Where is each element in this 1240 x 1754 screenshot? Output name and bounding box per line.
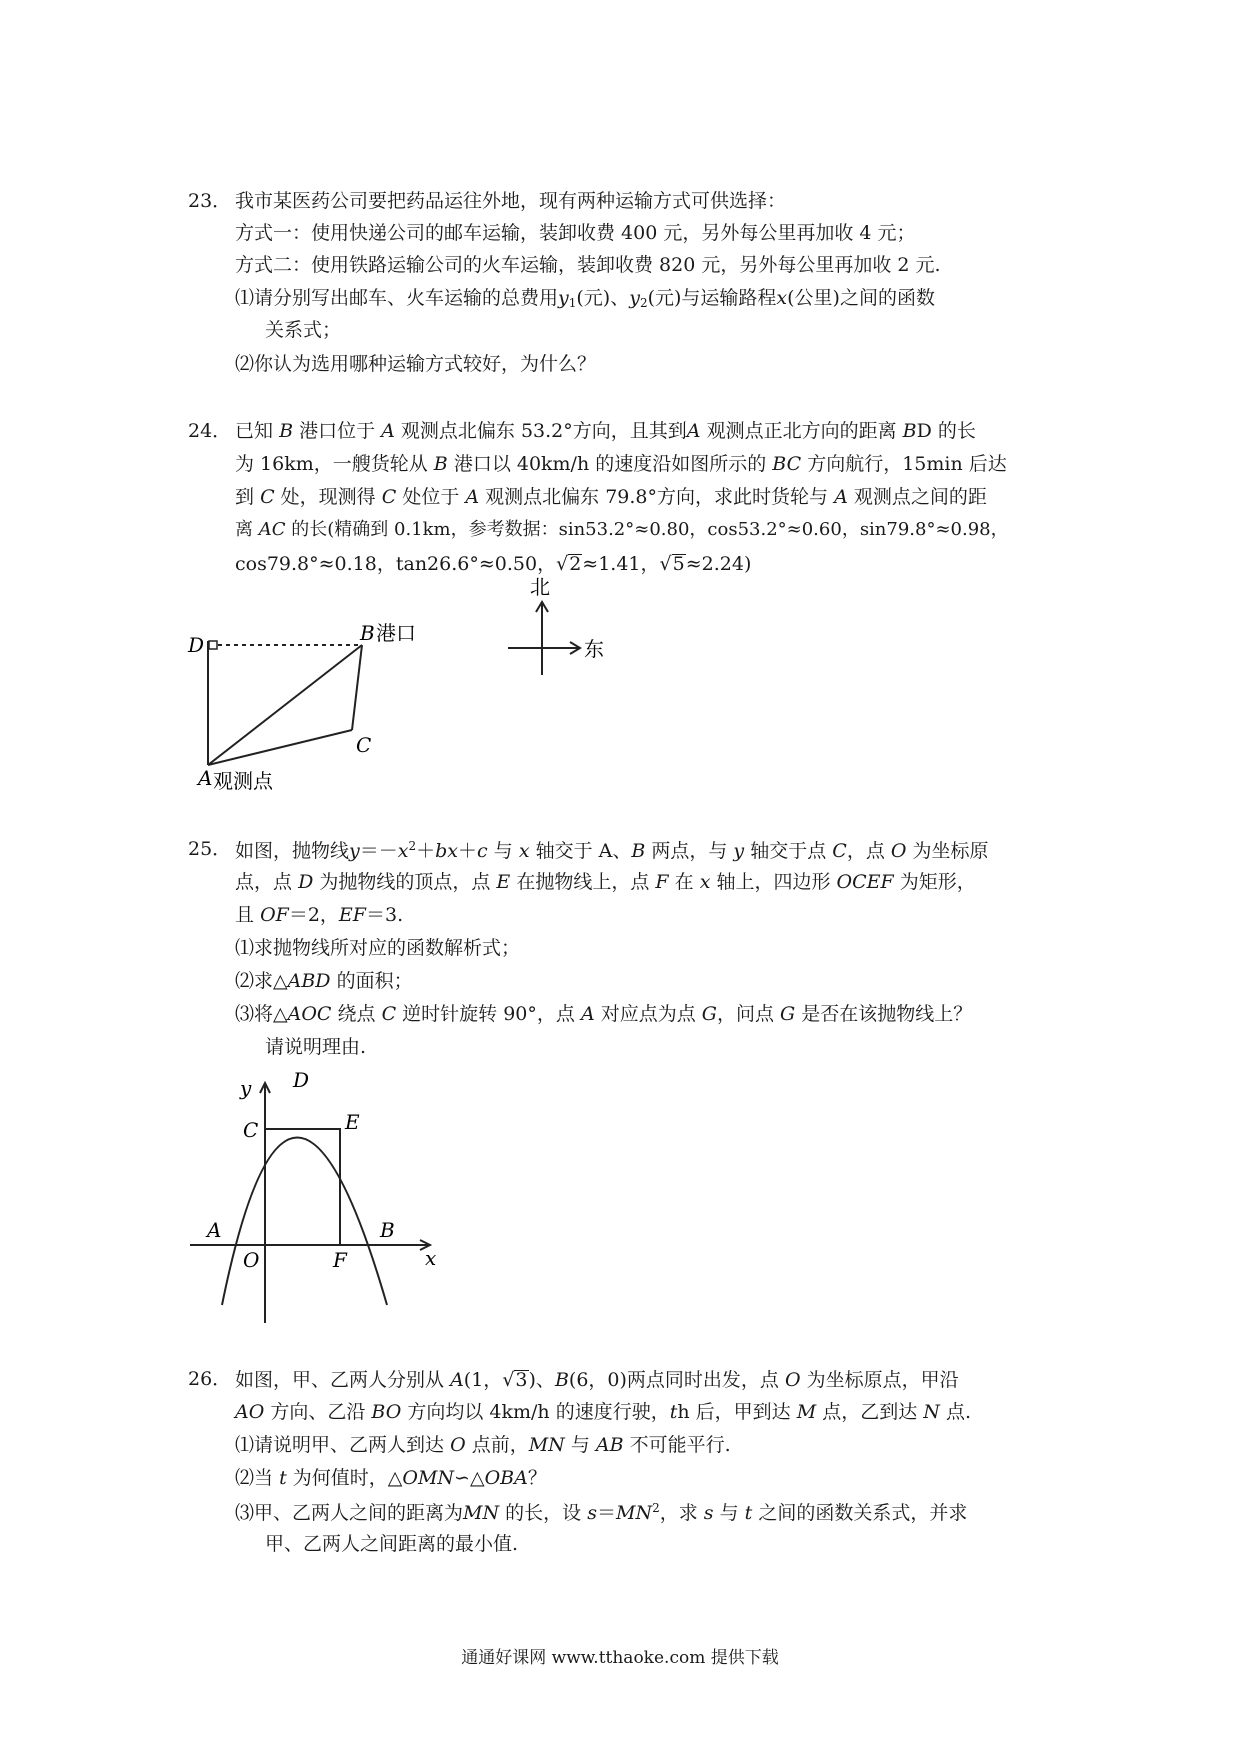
question-text-line-1: 如图，抛物线$y=-x^2+bx+c$ 与 x 轴交于 A、B 两点，与 y 轴交于点 C，点 O 为坐标原 — [235, 839, 989, 862]
label-e: E — [345, 1110, 360, 1134]
label-north: 北 — [530, 575, 550, 599]
label-observation: 观测点 — [213, 769, 273, 793]
sqrt-2: √2 — [556, 553, 582, 575]
sub-question-2: ⑵当 t 为何值时，△OMN∽△OBA？ — [235, 1467, 547, 1489]
question-number: 24． — [188, 420, 232, 442]
question-text-line-1: 如图，甲、乙两人分别从 A(1，√3)、B(6，0)两点同时出发，点 O 为坐标原点，甲沿 — [235, 1369, 959, 1391]
label-a: A — [207, 1218, 222, 1242]
parabola-diagram — [185, 1065, 445, 1325]
sub-question-3: ⑶将△AOC 绕点 C 逆时针旋转 90°，点 A 对应点为点 G，问点 G 是否在该抛物线上？ — [235, 1003, 973, 1025]
question-text-line-2: 点，点 D 为抛物线的顶点，点 E 在抛物线上，点 F 在 x 轴上，四边形 OCEF 为矩形， — [235, 871, 976, 893]
question-text-line-5: cos79.8°≈0.18，tan26.6°≈0.50，√2≈1.41，√5≈2.24) — [235, 553, 752, 575]
sqrt-5: √5 — [659, 553, 685, 575]
sqrt-3: √3 — [502, 1369, 528, 1391]
question-text: 我市某医药公司要把药品运往外地，现有两种运输方式可供选择： — [235, 190, 787, 212]
label-d: D — [293, 1068, 310, 1092]
label-y: y — [240, 1076, 252, 1100]
sub-question-1: ⑴请分别写出邮车、火车运输的总费用$y_1$(元)、$y_2$(元)与运输路程x(公里)之间的函数 — [235, 287, 935, 310]
rectangle-ocef — [265, 1129, 340, 1245]
label-d: D — [188, 633, 205, 657]
sub-question-2: ⑵求△ABD 的面积； — [235, 970, 413, 992]
page-footer: 通通好课网 www.tthaoke.com 提供下载 — [461, 1648, 779, 1668]
label-b: B — [380, 1218, 395, 1242]
line-bc — [352, 645, 362, 730]
option-two-text: 方式二：使用铁路运输公司的火车运输，装卸收费 820 元，另外每公里再加收 2 元. — [235, 254, 941, 276]
label-f: F — [333, 1248, 347, 1272]
sub-question-2: ⑵你认为选用哪种运输方式较好，为什么？ — [235, 353, 597, 375]
label-c: C — [356, 733, 372, 757]
question-number: 26． — [188, 1368, 232, 1390]
label-o: O — [243, 1248, 260, 1272]
label-a: A — [198, 766, 213, 790]
sub-question-3-continued: 甲、乙两人之间距离的最小值. — [265, 1533, 519, 1555]
question-number: 25． — [188, 838, 232, 860]
right-angle-mark — [209, 641, 217, 649]
label-east: 东 — [584, 637, 604, 661]
compass — [500, 575, 640, 710]
question-text-line-2: AO 方向、乙沿 BO 方向均以 4km/h 的速度行驶，th 后，甲到达 M 点，乙到达 N 点. — [235, 1401, 971, 1423]
sub-question-1: ⑴请说明甲、乙两人到达 O 点前，MN 与 AB 不可能平行. — [235, 1434, 731, 1456]
question-text-line-3: 且 OF＝2，EF＝3. — [235, 904, 404, 926]
port-diagram — [188, 590, 448, 810]
parabola-curve — [222, 1138, 387, 1306]
sub-question-3: ⑶甲、乙两人之间的距离为MN 的长，设 $s=MN^2$，求 s 与 t 之间的函数关系式，并求 — [235, 1501, 968, 1524]
option-one-text: 方式一：使用快递公司的邮车运输，装卸收费 400 元，另外每公里再加收 4 元； — [235, 222, 916, 244]
label-b: B — [360, 621, 375, 645]
sub-question-3-continued: 请说明理由. — [265, 1036, 367, 1058]
label-port: 港口 — [376, 621, 416, 645]
question-text-line-4: 离 AC 的长(精确到 0.1km，参考数据：sin53.2°≈0.80，cos53.2°≈0.60，sin79.8°≈0.98， — [235, 519, 1009, 540]
question-number: 23． — [188, 190, 232, 212]
sub-question-1-continued: 关系式； — [265, 319, 342, 341]
question-text-line-2: 为 16km，一艘货轮从 B 港口以 40km/h 的速度沿如图所示的 BC 方向航行，15min 后达 — [235, 453, 1007, 475]
question-text-line-3: 到 C 处，现测得 C 处位于 A 观测点北偏东 79.8°方向，求此时货轮与 A 观测点之间的距 — [235, 486, 987, 508]
label-x: x — [425, 1246, 437, 1270]
sub-question-1: ⑴求抛物线所对应的函数解析式； — [235, 937, 521, 959]
label-c: C — [243, 1118, 259, 1142]
question-text-line-1: 已知 B 港口位于 A 观测点北偏东 53.2°方向，且其到A 观测点正北方向的距离 BD 的长 — [235, 420, 976, 442]
